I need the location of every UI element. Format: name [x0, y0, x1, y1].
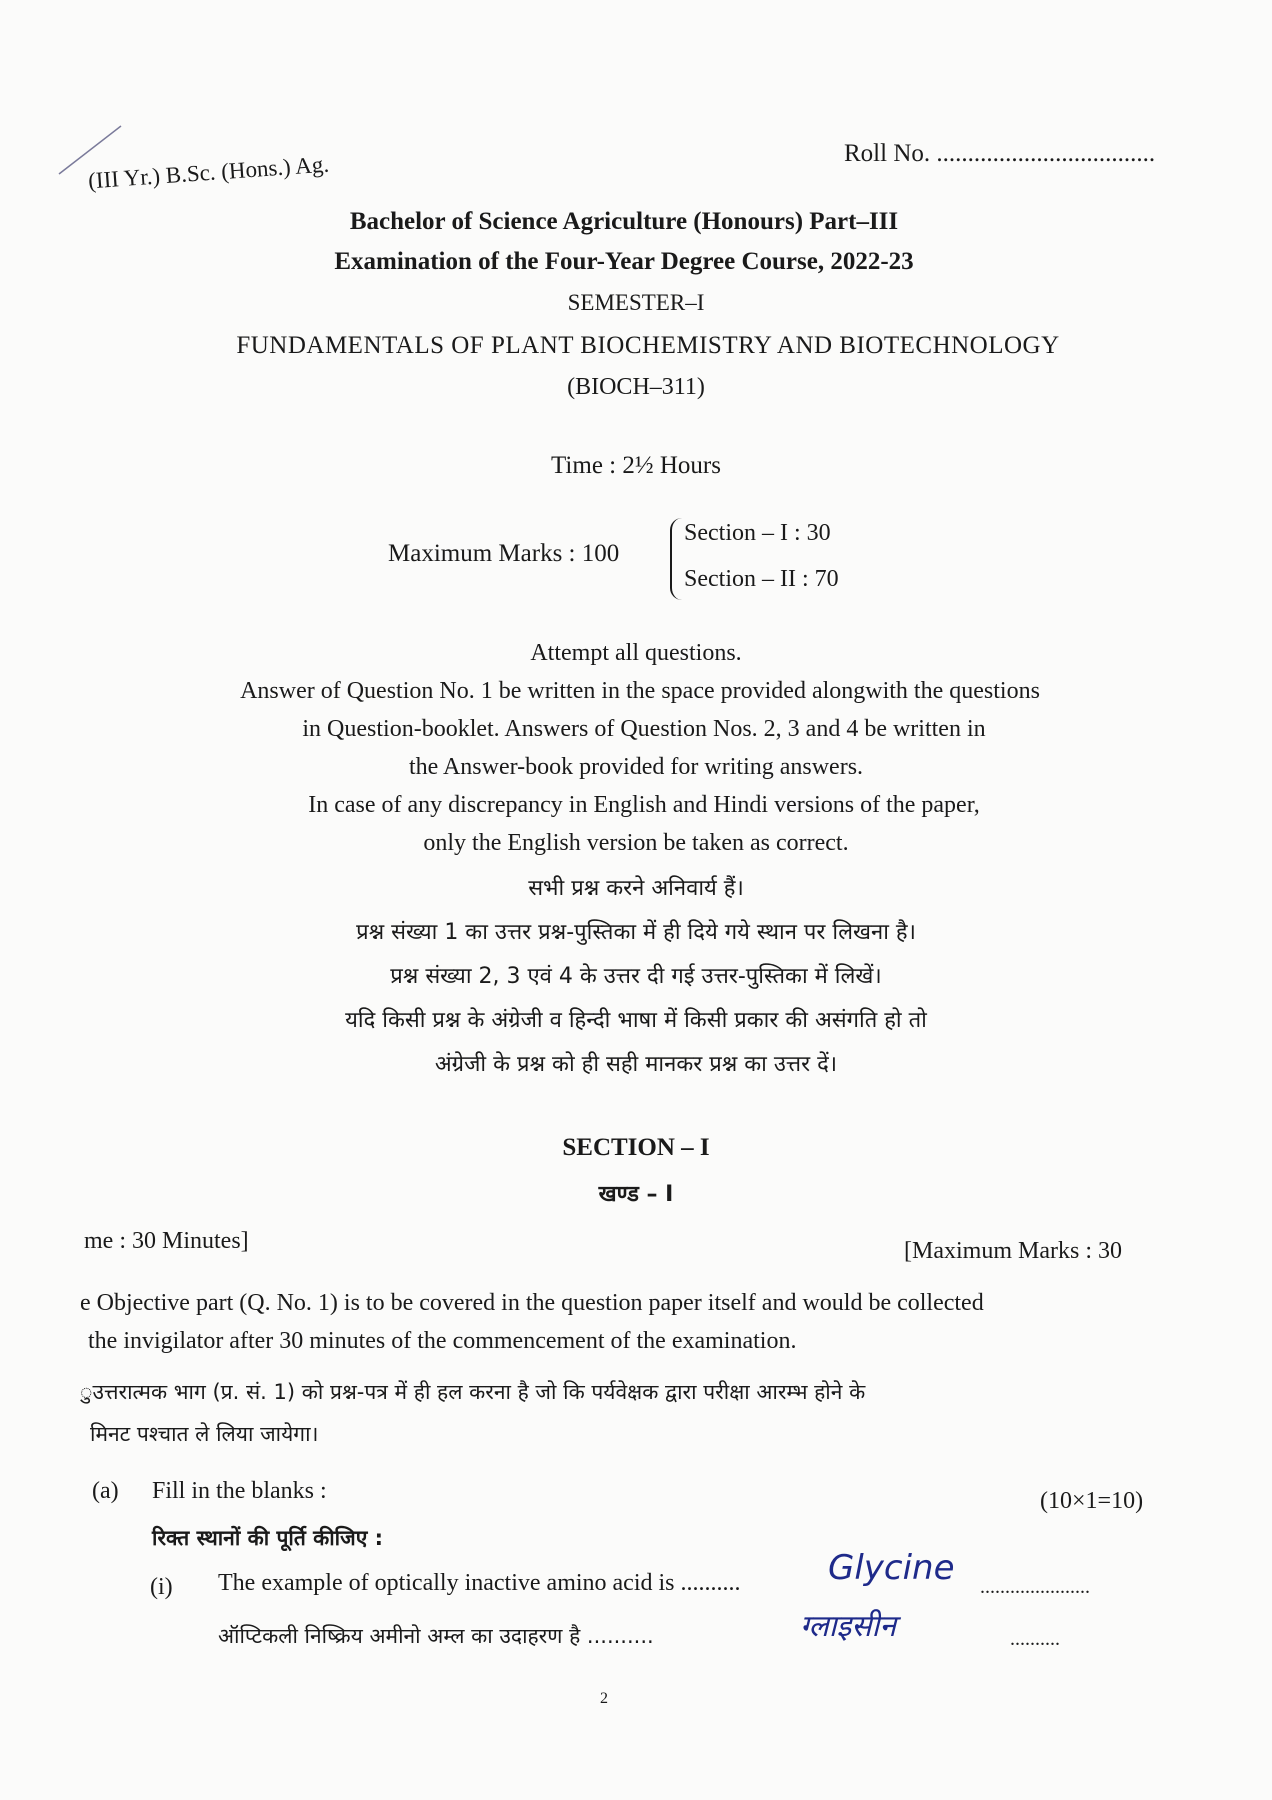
question-marks: (10×1=10): [1040, 1488, 1144, 1514]
degree-title: Bachelor of Science Agriculture (Honours) Part–III: [349, 208, 899, 235]
subject-title: FUNDAMENTALS OF PLANT BIOCHEMISTRY AND BIOTECHNOLOGY: [236, 332, 1060, 359]
instruction-en-2: Answer of Question No. 1 be written in the space provided alongwith the questions: [240, 678, 1040, 704]
handwritten-answer-en: Glycine: [828, 1548, 955, 1588]
section-max-marks: [Maximum Marks : 30: [904, 1238, 1122, 1264]
instruction-en-1: Attempt all questions.: [530, 640, 742, 666]
course-code: (III Yr.) B.Sc. (Hons.) Ag.: [87, 151, 330, 194]
instruction-hi-2: प्रश्न संख्या 1 का उत्तर प्रश्न-पुस्तिका में ही दिये गये स्थान पर लिखना है।: [356, 920, 916, 945]
question-label: (a): [92, 1478, 119, 1504]
item-question-en: The example of optically inactive amino acid is ..........: [218, 1570, 741, 1596]
question-title: Fill in the blanks :: [152, 1478, 327, 1504]
objective-note-en-1: e Objective part (Q. No. 1) is to be covered in the question paper itself and would be collected: [80, 1290, 984, 1316]
item-question-hi: ऑप्टिकली निष्क्रिय अमीनो अम्ल का उदाहरण है ..........: [218, 1624, 654, 1648]
section-one-marks: Section – I : 30: [684, 520, 831, 546]
instruction-hi-1: सभी प्रश्न करने अनिवार्य हैं।: [528, 876, 744, 901]
section-two-marks: Section – II : 70: [684, 566, 839, 592]
objective-note-hi-2: मिनट पश्चात ले लिया जायेगा।: [90, 1422, 319, 1446]
instruction-hi-5: अंग्रेजी के प्रश्न को ही सही मानकर प्रश्न का उत्तर दें।: [434, 1052, 838, 1077]
item-label: (i): [150, 1574, 173, 1600]
maximum-marks: Maximum Marks : 100: [388, 540, 620, 567]
roll-number: Roll No. ...................................: [844, 140, 1156, 167]
objective-note-hi-1: ुउत्तरात्मक भाग (प्र. सं. 1) को प्रश्न-पत्र में ही हल करना है जो कि पर्यवेक्षक द्वारा परीक्षा आरम्भ होने के: [80, 1380, 866, 1404]
instruction-en-6: only the English version be taken as correct.: [423, 830, 849, 856]
instruction-hi-3: प्रश्न संख्या 2, 3 एवं 4 के उत्तर दी गई उत्तर-पुस्तिका में लिखें।: [390, 964, 882, 989]
exam-title: Examination of the Four-Year Degree Course, 2022-23: [334, 248, 914, 275]
paper-code: (BIOCH–311): [567, 374, 705, 400]
handwritten-answer-hi: ग्लाइसीन: [800, 1609, 896, 1644]
section-time: me : 30 Minutes]: [84, 1228, 249, 1254]
instruction-hi-4: यदि किसी प्रश्न के अंग्रेजी व हिन्दी भाषा में किसी प्रकार की असंगति हो तो: [345, 1008, 927, 1033]
section-heading: SECTION – I: [562, 1134, 710, 1161]
item-answer-dots-en: ......................: [980, 1576, 1090, 1598]
section-heading-hindi: खण्ड – I: [598, 1182, 674, 1207]
semester: SEMESTER–I: [567, 290, 705, 315]
question-title-hindi: रिक्त स्थानों की पूर्ति कीजिए :: [152, 1526, 384, 1550]
instruction-en-4: the Answer-book provided for writing answers.: [408, 754, 864, 780]
objective-note-en-2: the invigilator after 30 minutes of the commencement of the examination.: [88, 1328, 797, 1354]
instruction-en-5: In case of any discrepancy in English and Hindi versions of the paper,: [308, 792, 980, 818]
page-number: 2: [600, 1690, 608, 1707]
exam-time: Time : 2½ Hours: [551, 452, 721, 479]
marks-brace: [670, 518, 682, 600]
item-answer-dots-hi: ..........: [1010, 1628, 1060, 1650]
instruction-en-3: in Question-booklet. Answers of Question Nos. 2, 3 and 4 be written in: [302, 716, 986, 742]
